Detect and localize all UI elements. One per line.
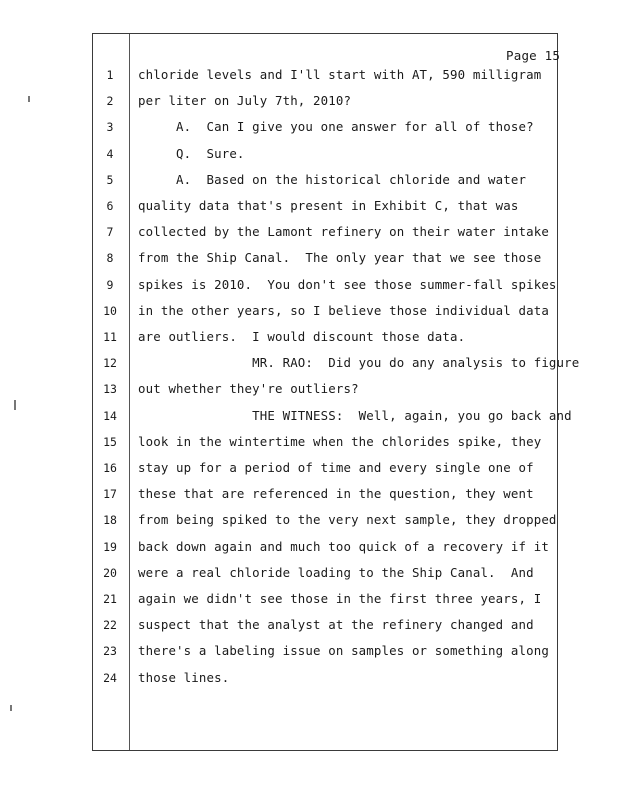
transcript-line: [0, 354, 580, 372]
line-number: 5: [106, 172, 114, 187]
line-text: suspect that the analyst at the refinery changed and: [138, 617, 534, 633]
line-text: were a real chloride loading to the Ship Canal. And: [138, 564, 534, 580]
line-number: 1: [106, 68, 114, 82]
transcript-line: [0, 616, 560, 634]
line-number: 11: [103, 330, 117, 344]
transcript-line: [0, 92, 560, 110]
line-text: A. Can I give you one answer for all of those?: [138, 119, 534, 135]
line-number: 16: [103, 461, 117, 475]
line-number: 9: [106, 277, 114, 292]
scan-speck: [10, 705, 12, 711]
line-text: there's a labeling issue on samples or something along: [138, 643, 549, 659]
line-text: look in the wintertime when the chlorides spike, they: [138, 433, 542, 449]
line-text: back down again and much too quick of a recovery if it: [138, 538, 549, 554]
line-number: 8: [106, 251, 114, 266]
line-number: 19: [103, 539, 117, 554]
transcript-line: [0, 590, 560, 608]
transcript-line: [0, 485, 560, 503]
line-number: 18: [103, 513, 117, 528]
line-text: MR. RAO: Did you do any analysis to figure: [138, 355, 580, 371]
line-text: chloride levels and I'll start with AT, 590 milligram: [138, 67, 542, 82]
transcript-line: [0, 407, 572, 425]
line-text: from being spiked to the very next sample, they dropped: [138, 512, 557, 528]
transcript-line: [0, 171, 560, 189]
line-number: 14: [103, 408, 117, 423]
line-text: spikes is 2010. You don't see those summer-fall spikes: [138, 276, 557, 292]
line-number: 20: [103, 565, 117, 580]
line-number: 12: [103, 356, 117, 371]
line-text: per liter on July 7th, 2010?: [138, 93, 352, 109]
transcript-line: [0, 433, 560, 451]
page-number: Page 15: [506, 48, 561, 63]
transcript-line: [0, 511, 560, 529]
transcript-line: [0, 642, 560, 660]
line-number: 21: [103, 592, 117, 606]
transcript-line: [0, 564, 560, 582]
transcript-line: [0, 380, 560, 398]
line-number: 13: [103, 382, 117, 397]
transcript-line: [0, 302, 560, 320]
line-number: 4: [106, 146, 114, 161]
scan-speck: [28, 96, 30, 102]
line-text: stay up for a period of time and every single one of: [138, 460, 534, 475]
transcript-line: [0, 459, 560, 477]
line-text: THE WITNESS: Well, again, you go back and: [138, 407, 572, 423]
line-text: from the Ship Canal. The only year that we see those: [138, 250, 542, 266]
line-text: quality data that's present in Exhibit C, that was: [138, 198, 519, 213]
line-text: out whether they're outliers?: [138, 381, 359, 397]
transcript-line: [0, 328, 560, 346]
transcript-line: [0, 249, 560, 267]
transcript-line: [0, 538, 560, 556]
transcript-line: [0, 118, 560, 136]
line-number: 17: [103, 487, 117, 502]
line-text: those lines.: [138, 669, 230, 685]
line-number: 6: [106, 199, 114, 213]
line-number: 10: [103, 303, 117, 318]
line-number: 3: [106, 120, 114, 135]
line-number: 7: [106, 225, 114, 240]
transcript-line: [0, 66, 560, 84]
line-number: 2: [106, 94, 114, 109]
transcript-line: [0, 197, 560, 215]
line-number: 15: [103, 434, 117, 449]
line-text: in the other years, so I believe those individual data: [138, 302, 549, 318]
transcript-line: [0, 669, 560, 687]
line-text: A. Based on the historical chloride and water: [138, 171, 527, 187]
line-number: 23: [103, 644, 117, 659]
line-text: these that are referenced in the question, they went: [138, 486, 534, 502]
transcript-line: [0, 276, 560, 294]
line-number: 24: [103, 670, 117, 685]
line-text: collected by the Lamont refinery on their water intake: [138, 224, 549, 240]
line-text: Q. Sure.: [138, 145, 245, 161]
line-text: again we didn't see those in the first three years, I: [138, 591, 542, 606]
transcript-line: [0, 145, 560, 163]
scan-speck: [14, 400, 16, 410]
line-text: are outliers. I would discount those data.: [138, 329, 466, 344]
line-number: 22: [103, 618, 117, 633]
transcript-line: [0, 223, 560, 241]
